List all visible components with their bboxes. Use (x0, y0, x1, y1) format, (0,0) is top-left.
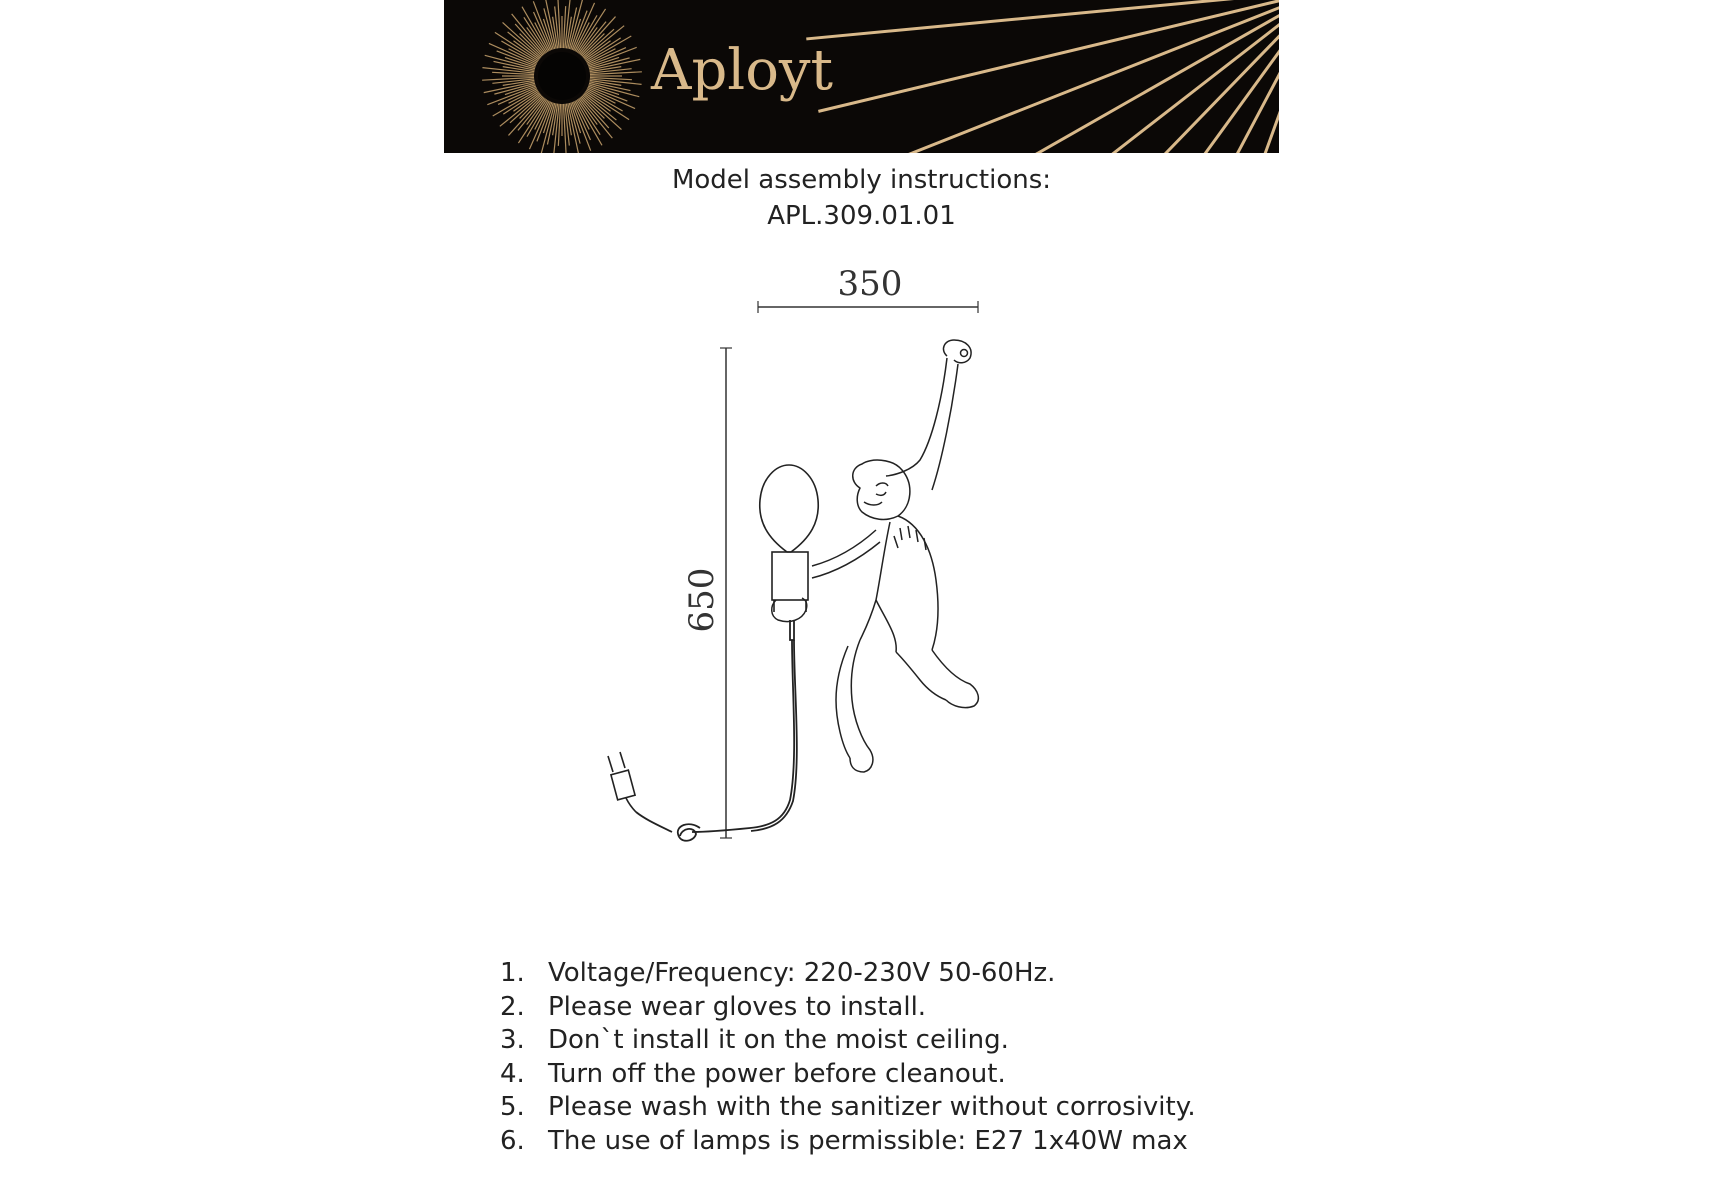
list-item (500, 1125, 1196, 1159)
item-number: 5. (500, 1092, 525, 1122)
list-item (500, 957, 1196, 991)
list-item (500, 1024, 1196, 1058)
list-item (500, 1091, 1196, 1125)
item-number: 4. (500, 1058, 525, 1089)
sun-disc (538, 52, 586, 100)
item-text: Please wear gloves to install. (548, 991, 927, 1022)
item-text: The use of lamps is permissible: E27 1x40W max (548, 1125, 1188, 1156)
item-number: 6. (500, 1125, 525, 1156)
monkey-lamp-figure (772, 340, 979, 772)
item-text: Please wash with the sanitizer without corrosivity. (548, 1092, 1196, 1122)
header-banner (444, 0, 1279, 153)
bulb-icon (760, 465, 819, 612)
document-title (444, 162, 1279, 234)
item-number: 2. (500, 991, 525, 1022)
power-cord (636, 620, 797, 841)
plug-icon (608, 752, 636, 812)
item-text: Don`t install it on the moist ceiling. (548, 1025, 1009, 1055)
brand-logo: Aployt (651, 38, 834, 103)
width-label: 350 (837, 264, 903, 304)
title-line: Model assembly instructions: (671, 165, 1052, 195)
item-text: Turn off the power before cleanout. (548, 1058, 1006, 1089)
sunburst-decoration (444, 0, 1279, 153)
item-text: Voltage/Frequency: 220-230V 50-60Hz. (548, 958, 1056, 988)
instruction-list (500, 957, 1196, 1158)
item-number: 1. (500, 958, 525, 988)
item-number: 3. (500, 1025, 525, 1055)
list-item (500, 991, 1196, 1025)
list-item (500, 1058, 1196, 1092)
height-label: 650 (682, 567, 722, 633)
model-number: APL.309.01.01 (767, 201, 956, 231)
lamp-drawing (580, 260, 1040, 910)
